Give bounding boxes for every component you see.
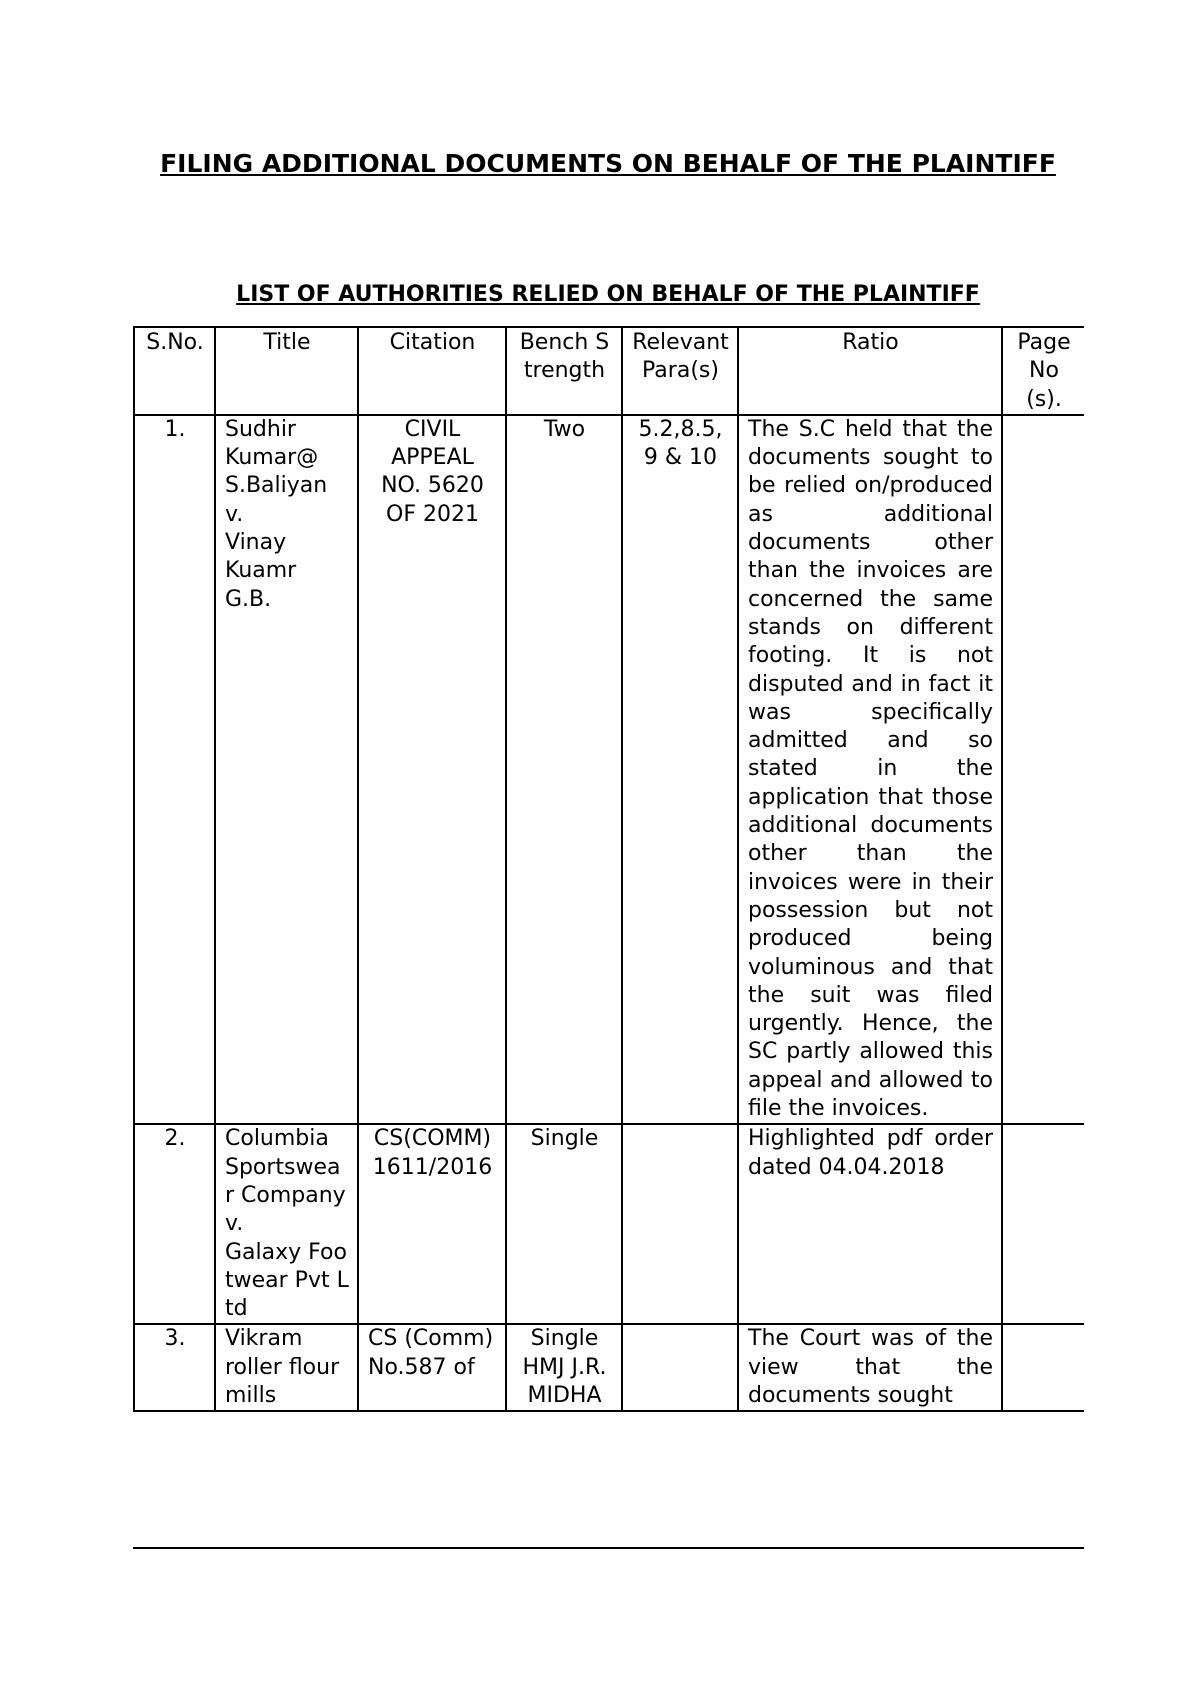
cell-title (215, 1324, 358, 1411)
table-row (134, 1324, 1084, 1411)
cell-relevant-paras (622, 1324, 738, 1411)
header-title: Title (215, 327, 358, 415)
cell-ratio: Highlighted pdf order dated 04.04.2018 (738, 1124, 1002, 1324)
title-line: Vinay Kuamr G.B. (225, 530, 297, 612)
cell-ratio: The Court was of the view that the documents sought (738, 1324, 1002, 1411)
cell-sno: 2. (134, 1124, 215, 1324)
cell-page-nos (1002, 1324, 1084, 1411)
cell-citation: CIVIL APPEAL NO. 5620 OF 2021 (358, 415, 506, 1124)
authorities-table (133, 326, 1084, 1412)
cell-citation: CS (Comm) No.587 of (358, 1324, 506, 1411)
document-title: FILING ADDITIONAL DOCUMENTS ON BEHALF OF THE PLAINTIFF (160, 149, 1056, 178)
table-row (134, 1124, 1084, 1324)
document-subtitle: LIST OF AUTHORITIES RELIED ON BEHALF OF THE PLAINTIFF (236, 282, 980, 307)
table-row (134, 415, 1084, 1124)
title-line: Galaxy Footwear Pvt Ltd (225, 1239, 349, 1322)
title-line: Columbia Sportswear Company (225, 1126, 346, 1208)
cell-citation: CS(COMM) 1611/2016 (358, 1124, 506, 1324)
title-line: Vikram roller flour mills (225, 1326, 340, 1408)
header-ratio: Ratio (738, 327, 1002, 415)
cell-title (215, 1124, 358, 1324)
cell-sno: 3. (134, 1324, 215, 1411)
authorities-table-container (133, 326, 1084, 1549)
header-citation: Citation (358, 327, 506, 415)
title-line: v. (225, 501, 244, 527)
cell-bench-strength: Two (506, 415, 622, 1124)
header-relevant-paras: Relevant Para(s) (622, 327, 738, 415)
cell-relevant-paras: 5.2,8.5, 9 & 10 (622, 415, 738, 1124)
cell-sno: 1. (134, 415, 215, 1124)
cell-ratio: The S.C held that the documents sought to be relied on/produced as additional documents other than the invoices are concerned the same stands on different footing. It is not disputed and in fact it was specifically admitted and so stated in the application that those additional documents other than the invoices were in their possession but not produced being voluminous and that the suit was filed urgently. Hence, the SC partly allowed this appeal and allowed to file the invoices. (738, 415, 1002, 1124)
table-header-row (134, 327, 1084, 415)
cell-bench-strength: Single HMJ J.R. MIDHA (506, 1324, 622, 1411)
header-sno: S.No. (134, 327, 215, 415)
cell-title (215, 415, 358, 1124)
cell-relevant-paras (622, 1124, 738, 1324)
cell-bench-strength: Single (506, 1124, 622, 1324)
cell-page-nos (1002, 415, 1084, 1124)
cell-page-nos (1002, 1124, 1084, 1324)
title-line: v. (225, 1211, 244, 1237)
header-bench-strength: Bench Strength (506, 327, 622, 415)
header-page-nos: Page No(s). (1002, 327, 1084, 415)
title-line: Sudhir Kumar@ S.Baliyan (225, 416, 328, 499)
